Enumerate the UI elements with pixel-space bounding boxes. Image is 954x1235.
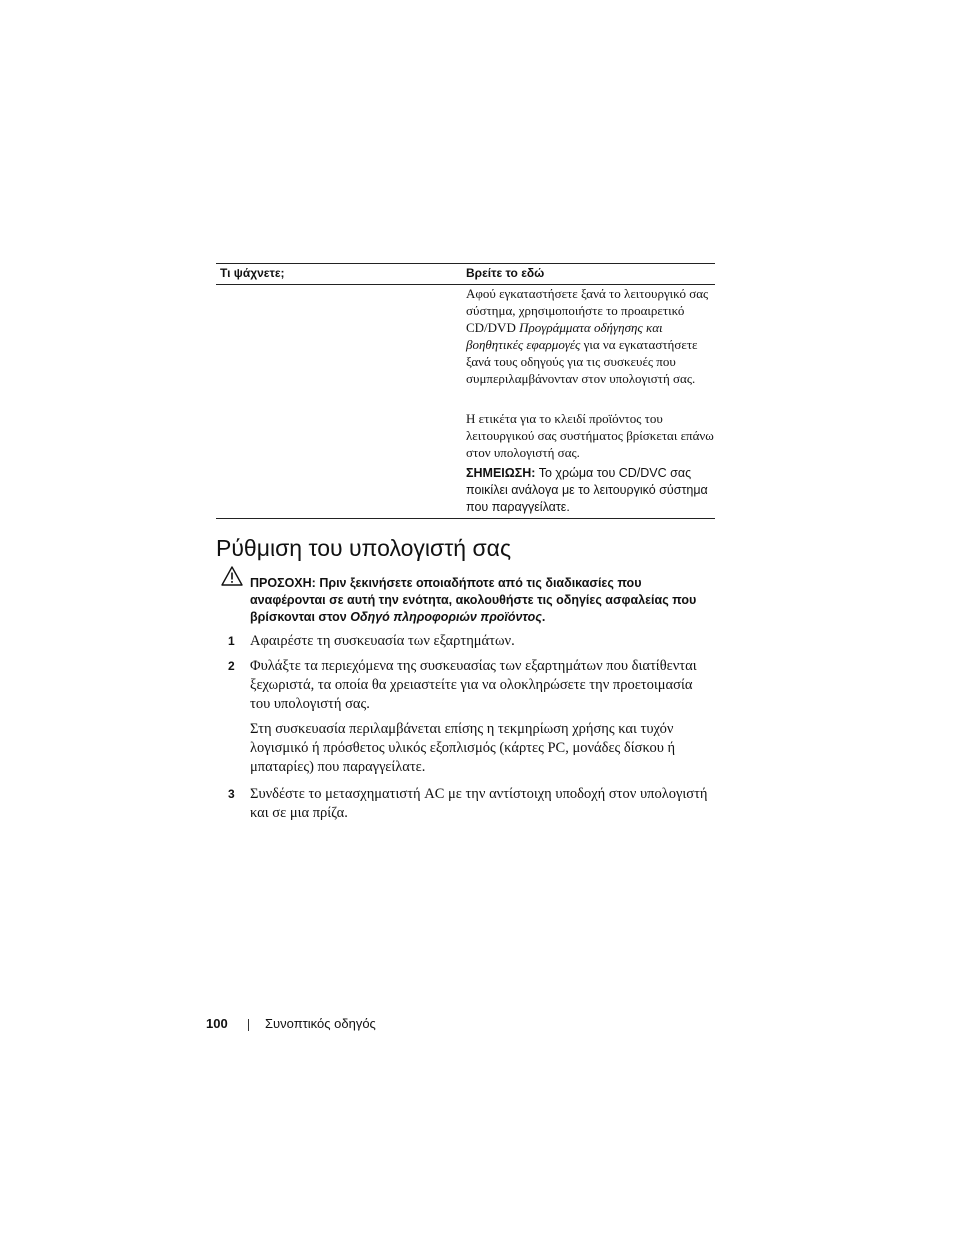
- caution-triangle-icon: [221, 566, 243, 586]
- step-extra-text: Στη συσκευασία περιλαμβάνεται επίσης η τεκμηρίωση χρήσης και τυχόν λογισμικό ή πρόσθετος υλικός εξοπλισμός (κάρτες PC, μονάδες δίσκου ή μπαταρίες) που παραγγείλατε.: [250, 721, 676, 775]
- table-cell-paragraph: Η ετικέτα για το κλειδί προϊόντος του λειτουργικού σας συστήματος βρίσκεται επάνω στον υπολογιστή σας.: [466, 411, 714, 460]
- drivers-media-title: Προγράμματα οδήγησης και βοηθητικές εφαρμογές: [466, 320, 663, 352]
- caution-label: ΠΡΟΣΟΧΗ:: [250, 576, 316, 590]
- step-text: Αφαιρέστε τη συσκευασία των εξαρτημάτων.: [250, 633, 515, 649]
- step-number: 1: [228, 634, 235, 648]
- caution-text: ΠΡΟΣΟΧΗ: Πριν ξεκινήσετε οποιαδήποτε από τις διαδικασίες που αναφέρονται σε αυτή την ενότητα, ακολουθήστε τις οδηγίες ασφαλείας που βρίσκονται στον Οδηγό πληροφοριών προϊόντος.: [250, 576, 697, 624]
- page-number: 100: [206, 1016, 228, 1031]
- section-heading: Ρύθμιση του υπολογιστή σας: [216, 535, 512, 561]
- note-text: Το χρώμα του CD/DVC σας ποικίλει ανάλογα με το λειτουργικό σύστημα που παραγγείλατε.: [466, 466, 708, 514]
- footer-separator: [248, 1019, 249, 1031]
- step-text: Συνδέστε το μετασχηματιστή AC με την αντίστοιχη υποδοχή στον υπολογιστή και σε μια πρίζα.: [250, 786, 708, 821]
- note: [466, 465, 714, 516]
- table-cell-paragraph: Αφού εγκαταστήσετε ξανά το λειτουργικό σας σύστημα, χρησιμοποιήστε το προαιρετικό CD/DVD Προγράμματα οδήγησης και βοηθητικές εφαρμογές για να εγκαταστήσετε ξανά τους οδηγούς για τις συσκευές που συμπεριλαμβάνονταν στον υπολογιστή σας.: [466, 286, 709, 386]
- step-number: 2: [228, 659, 235, 673]
- step-text: Φυλάξτε τα περιεχόμενα της συσκευασίας των εξαρτημάτων που διατίθενται ξεχωριστά, τα οποία θα χρειαστείτε για να ολοκληρώσετε την προετοιμασία του υπολογιστή σας.: [250, 658, 697, 712]
- table-top-rule: [216, 263, 715, 264]
- product-info-guide-title: Οδηγό πληροφοριών προϊόντος: [350, 610, 542, 624]
- table-bottom-rule: [216, 518, 715, 519]
- step-number: 3: [228, 787, 235, 801]
- note-label: ΣΗΜΕΙΩΣΗ:: [466, 466, 536, 480]
- footer-title: Συνοπτικός οδηγός: [265, 1016, 376, 1031]
- table-header-where: Βρείτε το εδώ: [466, 266, 545, 280]
- table-header-what: Τι ψάχνετε;: [220, 266, 285, 280]
- lookup-table: [216, 263, 715, 519]
